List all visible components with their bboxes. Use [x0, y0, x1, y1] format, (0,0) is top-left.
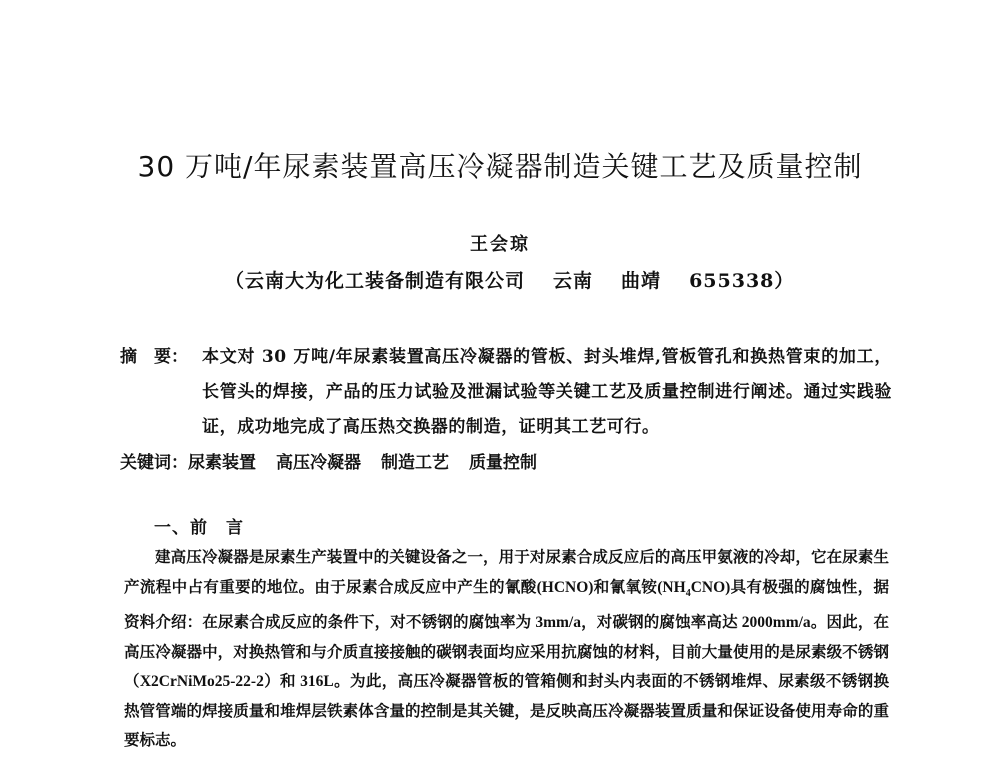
- affiliation-company: 云南大为化工装备制造有限公司: [245, 270, 526, 292]
- keyword-item: 制造工艺: [381, 453, 449, 473]
- abstract-text: 本文对 30 万吨/年尿素装置高压冷凝器的管板、封头堆焊,管板管孔和换热管束的加工，长管头的焊接，产品的压力试验及泄漏试验等关键工艺及质量控制进行阐述。通过实践验证，成功地完成了高压热交换器的制造，证明其工艺可行。: [202, 347, 892, 437]
- keyword-item: 高压冷凝器: [276, 453, 361, 473]
- keyword-item: 质量控制: [469, 453, 537, 473]
- abstract-label: 摘 要：: [120, 347, 188, 367]
- affiliation-province: 云南: [553, 270, 594, 292]
- paragraph-text-part2: CNO)具有极强的腐蚀性，据资料介绍：在尿素合成反应的条件下，对不锈钢的腐蚀率为 3mm/a，对碳钢的腐蚀率高达 2000mm/a。因此，在高压冷凝器中，对换热管和与介质直接接触的碳钢表面均应采用抗腐蚀的材料，目前大量使用的是尿素级不锈钢（X2CrNiMo25-22-2）和 316L。为此，高压冷凝器管板的管箱侧和封头内表面的不锈钢堆焊、尿素级不锈钢换热管管端的焊接质量和堆焊层铁素体含量的控制是其关键，是反映高压冷凝器装置质量和保证设备使用寿命的重要标志。: [124, 578, 889, 750]
- author-affiliation: [225, 266, 845, 293]
- affiliation-close-paren: ）: [774, 270, 795, 292]
- introduction-paragraph: [124, 543, 889, 756]
- section-heading-introduction: 一、前 言: [154, 518, 244, 538]
- affiliation-open-paren: （: [225, 270, 246, 292]
- keyword-item: 尿素装置: [188, 453, 256, 473]
- paragraph-text-part1: 建高压冷凝器是尿素生产装置中的关键设备之一，用于对尿素合成反应后的高压甲氨液的冷却，它在尿素生产流程中占有重要的地位。由于尿素合成反应中产生的氰酸(HCNO)和氰氧铵(NH: [124, 549, 889, 596]
- author-name: 王会琼: [470, 234, 530, 255]
- paper-title: 30 万吨/年尿素装置高压冷凝器制造关键工艺及质量控制: [137, 150, 863, 183]
- abstract: [120, 340, 892, 445]
- affiliation-city: 曲靖: [621, 270, 662, 292]
- subscript-4: 4: [685, 587, 691, 599]
- affiliation-postcode: 655338: [689, 270, 775, 292]
- keywords: [120, 448, 557, 473]
- keywords-label: 关键词：: [120, 453, 188, 473]
